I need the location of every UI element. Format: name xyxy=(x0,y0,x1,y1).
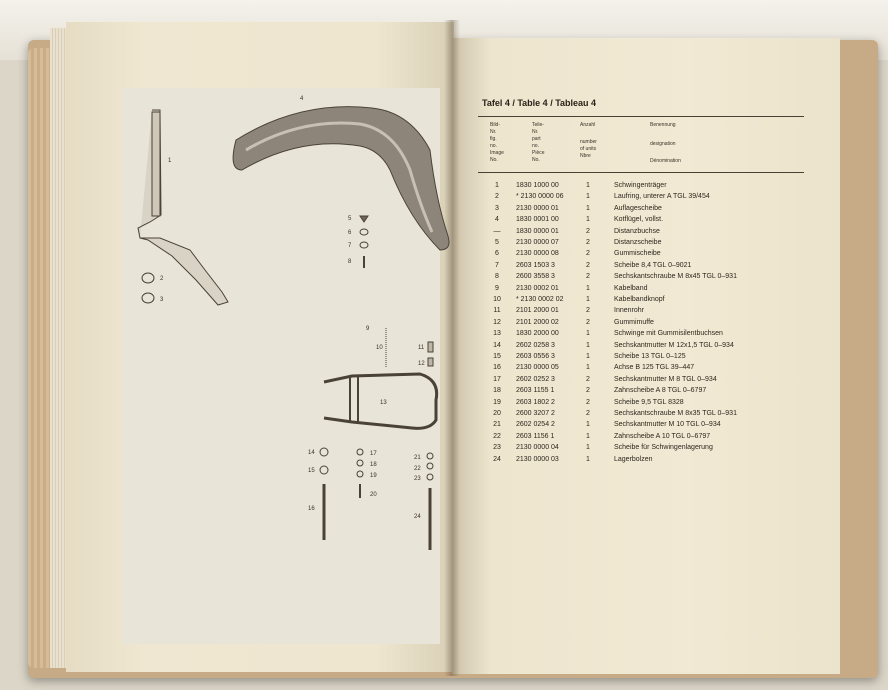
designation: Sechskantmutter M 10 TGL 0–934 xyxy=(614,421,721,429)
table-row xyxy=(486,410,826,421)
callout-number: 15 xyxy=(308,468,315,474)
quantity: 2 xyxy=(586,239,590,246)
header-text: No. xyxy=(532,157,540,163)
header-text: Benennung xyxy=(650,122,676,128)
callout-number: 19 xyxy=(370,473,377,479)
fig-number: 22 xyxy=(493,432,501,440)
fig-number: 7 xyxy=(495,261,499,269)
callout-number: 13 xyxy=(380,400,387,406)
part-number: 2603 1503 3 xyxy=(516,261,555,269)
part-number: 2101 2000 01 xyxy=(516,307,559,315)
fig-number: 18 xyxy=(493,387,501,395)
callout-number: 18 xyxy=(370,462,377,468)
part-number: 2602 0254 2 xyxy=(516,421,555,429)
callout-number: 6 xyxy=(348,230,352,236)
quantity: 1 xyxy=(586,296,590,303)
fig-number: 10 xyxy=(493,296,501,303)
header-text: Bild- xyxy=(490,122,501,128)
quantity: 1 xyxy=(586,455,590,463)
table-row xyxy=(486,228,826,239)
callout-number: 5 xyxy=(348,216,352,222)
fig-number: 2 xyxy=(495,193,499,201)
part-22 xyxy=(427,463,433,469)
quantity: 1 xyxy=(586,444,590,452)
table-row xyxy=(486,444,826,455)
table-row xyxy=(486,250,826,261)
designation: Laufring, unterer A TGL 39/454 xyxy=(614,193,710,201)
fig-number: 13 xyxy=(493,330,501,338)
quantity: 2 xyxy=(586,398,590,406)
part-21 xyxy=(427,453,433,459)
designation: Kotflügel, vollst. xyxy=(614,216,664,224)
part-5 xyxy=(360,216,368,222)
callout-number: 16 xyxy=(308,506,315,512)
quantity: 1 xyxy=(586,193,590,201)
designation: Sechskantmutter M 8 TGL 0–934 xyxy=(614,375,717,383)
table-row xyxy=(486,456,826,467)
callout-number: 4 xyxy=(300,96,304,102)
part-number: * 2130 0002 02 xyxy=(516,296,564,303)
header-text: Pièce xyxy=(532,150,545,156)
table-title: Tafel 4 / Table 4 / Tableau 4 xyxy=(482,98,597,108)
fig-number: — xyxy=(493,227,501,235)
quantity: 2 xyxy=(586,261,590,269)
header-col-qty xyxy=(580,122,597,160)
quantity: 1 xyxy=(586,216,590,224)
quantity: 1 xyxy=(586,364,590,372)
fig-number: 15 xyxy=(493,353,501,360)
callout-number: 24 xyxy=(414,514,421,520)
callout-number: 11 xyxy=(418,345,425,351)
part-number: 2600 3558 3 xyxy=(516,273,555,281)
header-rule-top xyxy=(478,116,804,117)
header-text: designation xyxy=(650,141,676,147)
designation: Schwingenträger xyxy=(614,182,667,189)
designation: Gummimuffe xyxy=(614,318,654,326)
quantity: 1 xyxy=(586,182,590,189)
designation: Kabelbandknopf xyxy=(614,296,665,303)
header-text: of units xyxy=(580,146,597,152)
callout-number: 17 xyxy=(370,451,377,457)
part-6 xyxy=(360,229,368,235)
quantity: 2 xyxy=(586,318,590,326)
fig-number: 23 xyxy=(493,444,501,452)
quantity: 2 xyxy=(586,375,590,383)
quantity: 2 xyxy=(586,227,590,235)
part-14 xyxy=(320,448,328,456)
callout-number: 23 xyxy=(414,476,421,482)
table-row xyxy=(486,285,826,296)
designation: Zahnscheibe A 10 TGL 0–6797 xyxy=(614,432,711,440)
quantity: 2 xyxy=(586,307,590,315)
designation: Sechskantschraube M 8x35 TGL 0–931 xyxy=(614,410,737,417)
callout-number: 21 xyxy=(414,455,421,461)
header-col-fig xyxy=(490,122,504,164)
table-row xyxy=(486,193,826,204)
quantity: 2 xyxy=(586,273,590,281)
callout-number: 10 xyxy=(376,345,383,351)
part-number: 2130 0000 07 xyxy=(516,239,559,246)
designation: Scheibe 8,4 TGL 0–9021 xyxy=(614,261,692,269)
part-number: 2603 1156 1 xyxy=(516,432,555,440)
part-number: 2603 1802 2 xyxy=(516,398,555,406)
part-12 xyxy=(428,358,433,366)
table-row xyxy=(486,353,826,364)
callout-number: 3 xyxy=(160,297,164,303)
part-number: 2130 0000 05 xyxy=(516,364,559,372)
fig-number: 14 xyxy=(493,341,501,349)
designation: Distanzscheibe xyxy=(614,239,662,246)
fig-number: 16 xyxy=(493,364,501,372)
header-col-part xyxy=(532,122,545,164)
callout-number: 20 xyxy=(370,492,377,498)
part-number: 2130 0000 03 xyxy=(516,455,559,463)
quantity: 1 xyxy=(586,432,590,440)
header-col-desc xyxy=(650,122,681,165)
table-row xyxy=(486,307,826,318)
header-text: Image xyxy=(490,150,504,156)
table-row xyxy=(486,239,826,250)
callout-number: 22 xyxy=(414,466,421,472)
part-23 xyxy=(427,474,433,480)
table-row xyxy=(486,319,826,330)
part-17 xyxy=(357,449,363,455)
fig-number: 6 xyxy=(495,250,499,258)
quantity: 1 xyxy=(586,341,590,349)
part-number: 1830 2000 00 xyxy=(516,330,559,338)
callout-number: 12 xyxy=(418,361,425,367)
header-text: Nr. xyxy=(532,129,539,135)
part-number: 2603 1155 1 xyxy=(516,387,555,395)
part-number: 2101 2000 02 xyxy=(516,318,559,326)
fig-number: 8 xyxy=(495,273,499,281)
header-text: Teile- xyxy=(532,122,544,128)
header-text: no. xyxy=(490,143,497,149)
table-row xyxy=(486,421,826,432)
fig-number: 9 xyxy=(495,284,499,292)
designation: Distanzbuchse xyxy=(614,227,660,235)
callout-number: 8 xyxy=(348,259,352,265)
part-number: 1830 1000 00 xyxy=(516,182,559,189)
header-text: Anzahl xyxy=(580,122,596,128)
table-row xyxy=(486,364,826,375)
designation: Zahnscheibe A 8 TGL 0–6797 xyxy=(614,387,707,395)
part-number: 2602 0258 3 xyxy=(516,341,555,349)
part-number: 2603 0556 3 xyxy=(516,353,555,360)
part-number: 1830 0000 01 xyxy=(516,227,559,235)
header-rule-bottom xyxy=(478,172,804,173)
designation: Scheibe 13 TGL 0–125 xyxy=(614,353,686,360)
part-15 xyxy=(320,466,328,474)
callout-number: 7 xyxy=(348,243,352,249)
designation: Innenrohr xyxy=(614,307,644,315)
designation: Kabelband xyxy=(614,284,648,292)
part-number: 2130 0000 01 xyxy=(516,204,559,212)
table-row xyxy=(486,182,826,193)
designation: Sechskantmutter M 12x1,5 TGL 0–934 xyxy=(614,341,734,349)
callout-number: 1 xyxy=(168,158,172,164)
part-18 xyxy=(357,460,363,466)
fig-number: 11 xyxy=(493,307,501,315)
header-text: fig. xyxy=(490,136,497,142)
table-row xyxy=(486,296,826,307)
table-row xyxy=(486,330,826,341)
quantity: 1 xyxy=(586,353,590,360)
quantity: 2 xyxy=(586,387,590,395)
table-row xyxy=(486,262,826,273)
fig-number: 3 xyxy=(495,204,499,212)
header-text: part xyxy=(532,136,541,142)
fig-number: 20 xyxy=(493,410,501,417)
washer-3 xyxy=(142,293,154,303)
fig-number: 5 xyxy=(495,239,499,246)
designation: Schwinge mit Gummisilentbuchsen xyxy=(614,330,723,338)
designation: Lagerbolzen xyxy=(614,455,653,463)
fig-number: 4 xyxy=(495,216,499,224)
quantity: 2 xyxy=(586,410,590,417)
table-row xyxy=(486,399,826,410)
part-number: 2130 0000 04 xyxy=(516,444,559,452)
part-7 xyxy=(360,242,368,248)
designation: Achse B 125 TGL 39–447 xyxy=(614,364,695,372)
designation: Sechskantschraube M 8x45 TGL 0–931 xyxy=(614,273,737,281)
designation: Gummischeibe xyxy=(614,250,661,258)
header-text: Dénomination xyxy=(650,158,681,164)
designation: Auflagescheibe xyxy=(614,204,662,212)
fig-number: 24 xyxy=(493,455,501,463)
table-row xyxy=(486,273,826,284)
part-number: * 2130 0000 06 xyxy=(516,193,564,201)
designation: Scheibe für Schwingenlagerung xyxy=(614,444,713,452)
part-number: 2600 3207 2 xyxy=(516,410,555,417)
part-11 xyxy=(428,342,433,352)
carrier-tube xyxy=(152,112,160,216)
part-number: 2602 0252 3 xyxy=(516,375,555,383)
fig-number: 21 xyxy=(493,421,501,429)
fig-number: 1 xyxy=(495,182,499,189)
header-text: No. xyxy=(490,157,498,163)
quantity: 2 xyxy=(586,250,590,258)
mudguard-drawing xyxy=(233,107,449,250)
washer-2 xyxy=(142,273,154,283)
table-row xyxy=(486,216,826,227)
callout-number: 9 xyxy=(366,326,370,332)
part-19 xyxy=(357,471,363,477)
table-row xyxy=(486,376,826,387)
header-text: Nr. xyxy=(490,129,497,135)
fig-number: 17 xyxy=(493,375,501,383)
table-row xyxy=(486,205,826,216)
part-number: 1830 0001 00 xyxy=(516,216,559,224)
callout-number: 2 xyxy=(160,276,164,282)
designation: Scheibe 9,5 TGL 8328 xyxy=(614,398,684,406)
table-row xyxy=(486,387,826,398)
table-row xyxy=(486,433,826,444)
part-number: 2130 0000 08 xyxy=(516,250,559,258)
quantity: 1 xyxy=(586,204,590,212)
quantity: 1 xyxy=(586,330,590,338)
header-text: number xyxy=(580,139,597,145)
header-text: Nbre xyxy=(580,153,591,159)
callout-number: 14 xyxy=(308,450,315,456)
fig-number: 12 xyxy=(493,318,501,326)
quantity: 1 xyxy=(586,421,590,429)
fig-number: 19 xyxy=(493,398,501,406)
part-number: 2130 0002 01 xyxy=(516,284,559,292)
header-text: no. xyxy=(532,143,539,149)
table-row xyxy=(486,342,826,353)
quantity: 1 xyxy=(586,284,590,292)
